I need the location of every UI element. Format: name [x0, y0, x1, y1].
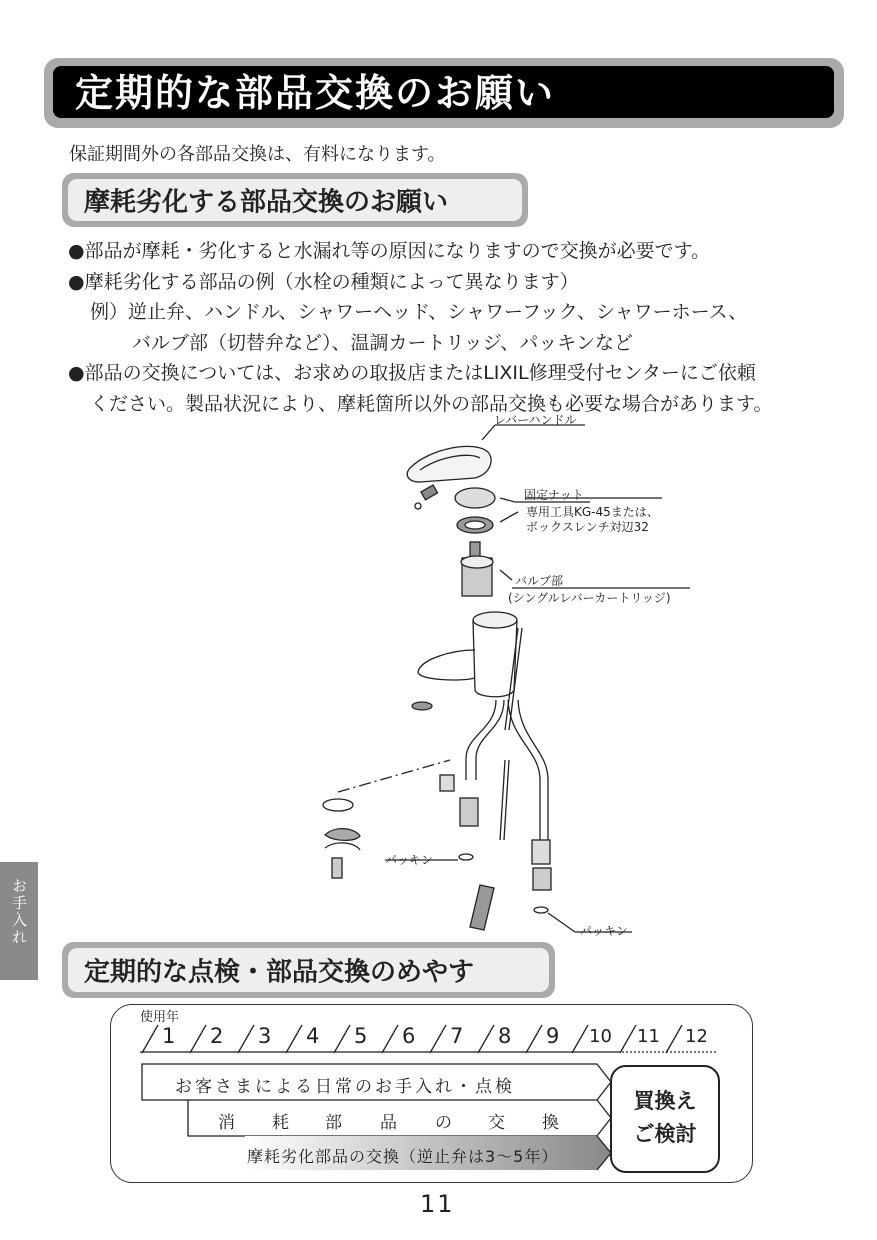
label-cartridge: (シングルレバーカートリッジ): [508, 591, 671, 605]
year-tick: 8: [498, 1024, 512, 1048]
label-tool-line2: ボックスレンチ対辺32: [526, 520, 649, 534]
row2-char: 品: [380, 1113, 397, 1133]
bullet-line: ●摩耗劣化する部品の例（水栓の種類によって異なります）: [68, 270, 579, 293]
year-tick: 7: [450, 1024, 464, 1048]
year-tick: 12: [685, 1026, 708, 1047]
row2-char: の: [435, 1113, 452, 1133]
row-wear-parts: 摩耗劣化部品の交換（逆止弁は3〜5年）: [247, 1147, 559, 1166]
year-scale: [140, 1024, 720, 1054]
replacement-line2: ご検討: [633, 1122, 697, 1146]
year-label: 使用年: [140, 1010, 180, 1025]
bullet-line: ください。製品状況により、摩耗箇所以外の部品交換も必要な場合があります。: [90, 392, 773, 415]
intro-text: 保証期間外の各部品交換は、有料になります。: [69, 144, 446, 165]
row2-char: 換: [542, 1113, 559, 1133]
year-tick: 6: [402, 1024, 416, 1048]
label-packing-2: パッキン: [580, 924, 628, 938]
replacement-line1: 買換え: [633, 1089, 697, 1113]
label-lever-handle: レバーハンドル: [494, 413, 577, 427]
section2-heading: 定期的な点検・部品交換のめやす: [84, 957, 475, 988]
label-fixing-nut: 固定ナット: [524, 488, 584, 502]
year-tick: 10: [589, 1026, 612, 1047]
year-tick: 4: [306, 1024, 320, 1048]
bullet-line: バルブ部（切替弁など）、温調カートリッジ、パッキンなど: [132, 331, 634, 354]
page-title: 定期的な部品交換のお願い: [75, 71, 556, 115]
row-daily-care: お客さまによる日常のお手入れ・点検: [175, 1077, 515, 1097]
year-tick: 5: [354, 1024, 368, 1048]
label-tool-line1: 専用工具KG-45または、: [526, 505, 659, 519]
label-valve: バルブ部: [515, 574, 564, 588]
row2-char: 部: [325, 1113, 342, 1133]
bullet-line: ●部品が摩耗・劣化すると水漏れ等の原因になりますので交換が必要です。: [68, 240, 711, 262]
row2-char: 耗: [272, 1113, 289, 1133]
year-tick: 3: [258, 1024, 272, 1048]
section1-heading: 摩耗劣化する部品交換のお願い: [84, 187, 449, 218]
label-packing-1: パッキン: [385, 853, 433, 867]
page-number: 11: [420, 1190, 455, 1218]
row2-char: 交: [488, 1113, 505, 1133]
year-tick: 1: [162, 1024, 176, 1048]
side-tab-label: お手入れ: [10, 878, 28, 946]
bullet-line: ●部品の交換については、お求めの取扱店またはLIXIL修理受付センターにご依頼: [68, 362, 756, 384]
bullet-line: 例）逆止弁、ハンドル、シャワーヘッド、シャワーフック、シャワーホース、: [90, 301, 748, 323]
year-tick: 2: [210, 1024, 224, 1048]
replacement-box: [610, 1065, 720, 1173]
year-tick: 9: [546, 1024, 560, 1048]
year-tick: 11: [637, 1026, 660, 1047]
row2-char: 消: [218, 1113, 235, 1133]
